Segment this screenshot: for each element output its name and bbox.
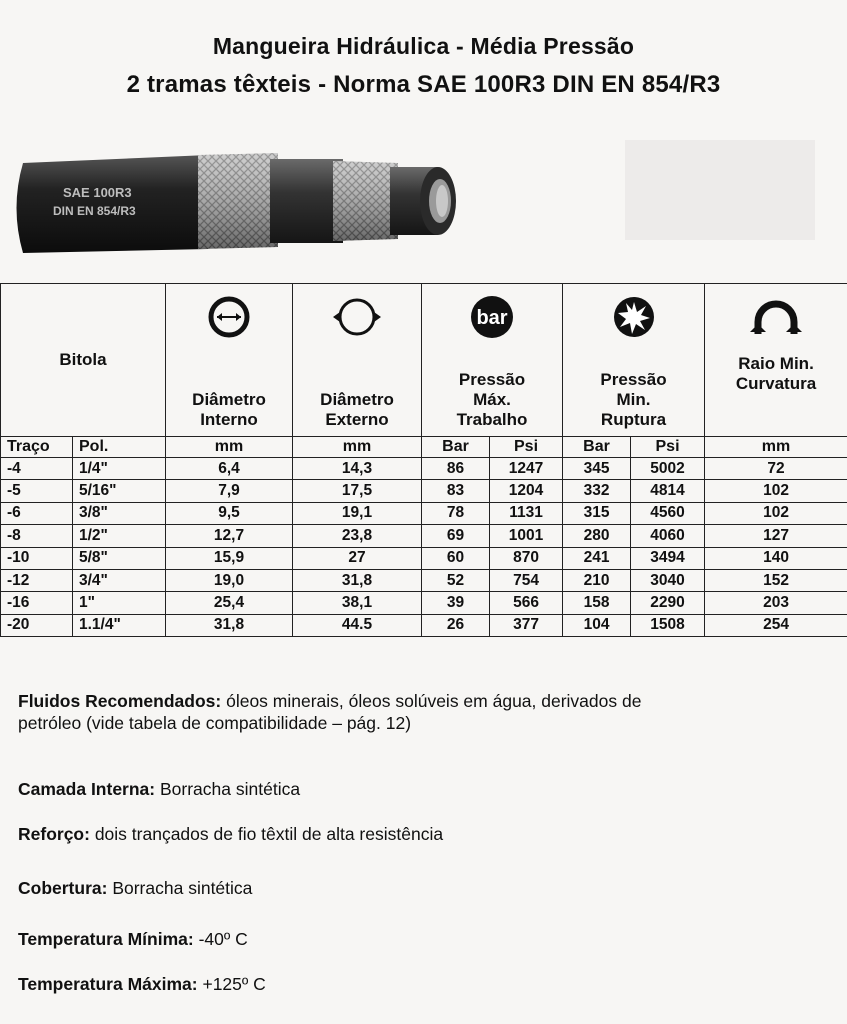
- table-cell: 9,5: [166, 502, 293, 524]
- prop-value: Borracha sintética: [112, 878, 253, 898]
- unit-cell: Bar: [422, 437, 490, 458]
- unit-cell: mm: [705, 437, 847, 458]
- header-label: Diâmetro: [192, 390, 266, 409]
- table-cell: -12: [1, 569, 73, 591]
- table-cell: 19,0: [166, 569, 293, 591]
- header-label: Interno: [200, 410, 258, 429]
- header-label: Externo: [325, 410, 389, 429]
- table-cell: 1131: [490, 502, 563, 524]
- table-cell: 6,4: [166, 458, 293, 480]
- table-cell: 241: [563, 547, 631, 569]
- fluidos-recomendados: [18, 690, 818, 734]
- prop-value: -40º C: [198, 929, 248, 949]
- table-cell: 1204: [490, 480, 563, 502]
- table-cell: 12,7: [166, 525, 293, 547]
- prop-value: petróleo (vide tabela de compatibilidade – pág. 12): [18, 713, 412, 733]
- table-cell: 27: [293, 547, 422, 569]
- temperatura-minima: [18, 928, 248, 950]
- table-cell: -5: [1, 480, 73, 502]
- table-row: [1, 458, 847, 480]
- spec-table: [0, 283, 847, 637]
- table-cell: 31,8: [293, 569, 422, 591]
- table-row: [1, 502, 847, 524]
- table-row: [1, 525, 847, 547]
- table-cell: 140: [705, 547, 847, 569]
- bleed-through-image: [625, 140, 815, 240]
- header-label: Diâmetro: [320, 390, 394, 409]
- table-cell: 3494: [631, 547, 705, 569]
- prop-label: Temperatura Máxima:: [18, 974, 198, 994]
- outer-diameter-icon: [329, 294, 385, 340]
- prop-label: Reforço:: [18, 824, 90, 844]
- table-cell: 4814: [631, 480, 705, 502]
- prop-value: +125º C: [202, 974, 266, 994]
- table-cell: 332: [563, 480, 631, 502]
- table-cell: 102: [705, 480, 847, 502]
- hose-print-line1: SAE 100R3: [63, 185, 132, 200]
- prop-value: óleos minerais, óleos solúveis em água, derivados de: [226, 691, 642, 711]
- table-cell: 754: [490, 569, 563, 591]
- table-cell: -6: [1, 502, 73, 524]
- table-cell: 210: [563, 569, 631, 591]
- header-label: Trabalho: [456, 410, 528, 429]
- camada-interna: [18, 778, 300, 800]
- prop-label: Cobertura:: [18, 878, 108, 898]
- hose-middle-layer: [270, 159, 343, 243]
- table-cell: 1/4": [73, 458, 166, 480]
- cobertura: [18, 877, 252, 899]
- table-cell: 23,8: [293, 525, 422, 547]
- header-label: Curvatura: [735, 374, 817, 393]
- table-cell: 5/16": [73, 480, 166, 502]
- bend-radius-icon: [746, 294, 806, 340]
- unit-cell: Psi: [631, 437, 705, 458]
- header-diametro-externo: [293, 284, 422, 437]
- table-cell: -16: [1, 592, 73, 614]
- table-row: [1, 480, 847, 502]
- hose-print-line2: DIN EN 854/R3: [53, 204, 136, 218]
- table-cell: 14,3: [293, 458, 422, 480]
- table-cell: 4560: [631, 502, 705, 524]
- table-cell: 5002: [631, 458, 705, 480]
- prop-label: Temperatura Mínima:: [18, 929, 194, 949]
- table-cell: 1247: [490, 458, 563, 480]
- header-pressao-ruptura: [563, 284, 705, 437]
- table-cell: 69: [422, 525, 490, 547]
- table-cell: 203: [705, 592, 847, 614]
- header-label: Pressão: [458, 370, 526, 389]
- table-cell: 86: [422, 458, 490, 480]
- temperatura-maxima: [18, 973, 266, 995]
- table-cell: 17,5: [293, 480, 422, 502]
- table-cell: -10: [1, 547, 73, 569]
- table-cell: -20: [1, 614, 73, 636]
- table-cell: 104: [563, 614, 631, 636]
- table-cell: 2290: [631, 592, 705, 614]
- table-cell: 26: [422, 614, 490, 636]
- header-diametro-interno: [166, 284, 293, 437]
- table-cell: 152: [705, 569, 847, 591]
- table-cell: 3/4": [73, 569, 166, 591]
- inner-diameter-icon: [206, 294, 252, 340]
- table-cell: 83: [422, 480, 490, 502]
- unit-cell: Psi: [490, 437, 563, 458]
- unit-cell: Bar: [563, 437, 631, 458]
- table-cell: 3040: [631, 569, 705, 591]
- unit-cell: Traço: [1, 437, 73, 458]
- page-subtitle: 2 tramas têxteis - Norma SAE 100R3 DIN EN 854/R3: [126, 71, 721, 98]
- table-row: [1, 592, 847, 614]
- table-cell: 72: [705, 458, 847, 480]
- burst-pressure-icon: [610, 294, 658, 340]
- prop-value: Borracha sintética: [160, 779, 301, 799]
- table-cell: 566: [490, 592, 563, 614]
- unit-cell: mm: [166, 437, 293, 458]
- table-cell: 78: [422, 502, 490, 524]
- header-label: Máx.: [473, 390, 511, 409]
- hose-illustration: [8, 145, 468, 265]
- prop-label: Fluidos Recomendados:: [18, 691, 222, 711]
- page-title: Mangueira Hidráulica - Média Pressão: [212, 33, 635, 59]
- table-cell: -4: [1, 458, 73, 480]
- table-cell: 25,4: [166, 592, 293, 614]
- bar-icon-text: bar: [476, 307, 508, 329]
- prop-label: Camada Interna:: [18, 779, 156, 799]
- table-cell: 102: [705, 502, 847, 524]
- table-cell: 19,1: [293, 502, 422, 524]
- table-row: [1, 547, 847, 569]
- header-pressao-trabalho: [422, 284, 563, 437]
- table-cell: 44.5: [293, 614, 422, 636]
- table-cell: 158: [563, 592, 631, 614]
- table-cell: 4060: [631, 525, 705, 547]
- unit-cell: mm: [293, 437, 422, 458]
- table-cell: 39: [422, 592, 490, 614]
- pressure-bar-icon: [467, 294, 517, 340]
- table-cell: 7,9: [166, 480, 293, 502]
- table-cell: 1/2": [73, 525, 166, 547]
- table-cell: 254: [705, 614, 847, 636]
- table-cell: 38,1: [293, 592, 422, 614]
- table-cell: 345: [563, 458, 631, 480]
- table-cell: 1": [73, 592, 166, 614]
- units-row: [1, 437, 847, 458]
- table-cell: 52: [422, 569, 490, 591]
- table-cell: 280: [563, 525, 631, 547]
- table-cell: 1.1/4": [73, 614, 166, 636]
- table-cell: 3/8": [73, 502, 166, 524]
- unit-cell: Pol.: [73, 437, 166, 458]
- table-cell: 60: [422, 547, 490, 569]
- header-label: Ruptura: [600, 410, 667, 429]
- table-row: [1, 614, 847, 636]
- table-cell: -8: [1, 525, 73, 547]
- table-cell: 377: [490, 614, 563, 636]
- header-label: Raio Min.: [738, 354, 814, 373]
- header-label: Pressão: [600, 370, 667, 389]
- table-row: [1, 569, 847, 591]
- header-raio-curvatura: [705, 284, 847, 437]
- table-cell: 315: [563, 502, 631, 524]
- table-cell: 1508: [631, 614, 705, 636]
- table-cell: 870: [490, 547, 563, 569]
- table-cell: 31,8: [166, 614, 293, 636]
- table-cell: 5/8": [73, 547, 166, 569]
- prop-value: dois trançados de fio têxtil de alta resistência: [94, 824, 444, 844]
- table-cell: 15,9: [166, 547, 293, 569]
- header-label: Min.: [616, 390, 651, 409]
- table-cell: 127: [705, 525, 847, 547]
- reforco: [18, 823, 443, 845]
- table-cell: 1001: [490, 525, 563, 547]
- header-bitola: Bitola: [1, 284, 166, 437]
